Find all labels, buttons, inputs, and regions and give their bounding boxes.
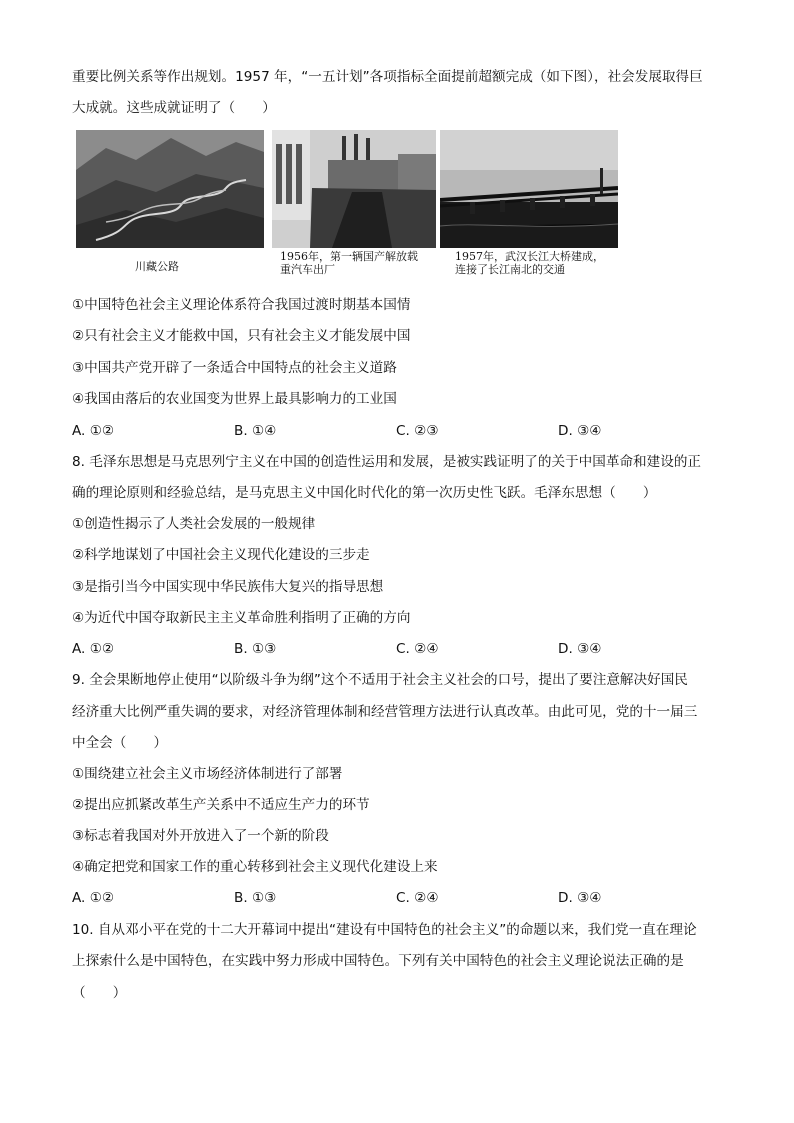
q9-option-c[interactable]: C. ②④ [396,890,439,906]
photo-caption-2-line-2: 重汽车出厂 [280,263,335,276]
q8-option-b[interactable]: B. ①③ [234,641,277,657]
q7-statement-2: ②只有社会主义才能救中国，只有社会主义才能发展中国 [72,328,411,344]
q9-statement-1: ①围绕建立社会主义市场经济体制进行了部署 [72,766,343,782]
q9-stem-line-3: 中全会（ ） [72,735,168,751]
photo-caption-3-line-2: 连接了长江南北的交通 [455,263,565,276]
q9-option-a[interactable]: A. ①② [72,890,115,906]
q8-stem-line-1: 8. 毛泽东思想是马克思列宁主义在中国的创造性运用和发展，是被实践证明了的关于中国革命和建设的正 [72,454,702,470]
photo-caption-1: 川藏公路 [135,260,179,273]
q10-stem-line-3: （ ） [72,985,127,1001]
q9-option-b[interactable]: B. ①③ [234,890,277,906]
q9-statement-3: ③标志着我国对外开放进入了一个新的阶段 [72,828,329,844]
factory-crowd-photo [272,130,436,248]
q7-stem-line-2: 大成就。这些成就证明了（ ） [72,100,276,116]
q7-statement-4: ④我国由落后的农业国变为世界上最具影响力的工业国 [72,391,397,407]
q7-statement-1: ①中国特色社会主义理论体系符合我国过渡时期基本国情 [72,297,411,313]
q8-stem-line-2: 确的理论原则和经验总结，是马克思主义中国化时代化的第一次历史性飞跃。毛泽东思想（ ） [72,485,657,501]
q9-stem-line-1: 9. 全会果断地停止使用“以阶级斗争为纲”这个不适用于社会主义社会的口号，提出了要注意解决好国民 [72,672,688,688]
q9-statement-2: ②提出应抓紧改革生产关系中不适应生产力的环节 [72,797,370,813]
q7-option-d[interactable]: D. ③④ [558,423,602,439]
q9-stem-line-2: 经济重大比例严重失调的要求，对经济管理体制和经营管理方法进行认真改革。由此可见，党的十一届三 [72,704,698,720]
q7-statement-3: ③中国共产党开辟了一条适合中国特点的社会主义道路 [72,360,397,376]
q8-option-d[interactable]: D. ③④ [558,641,602,657]
q8-option-a[interactable]: A. ①② [72,641,115,657]
photo-caption-3-line-1: 1957年，武汉长江大桥建成， [455,250,604,263]
q8-statement-3: ③是指引当今中国实现中华民族伟大复兴的指导思想 [72,579,384,595]
q10-stem-line-1: 10. 自从邓小平在党的十二大开幕词中提出“建设有中国特色的社会主义”的命题以来，我们党一直在理论 [72,922,697,938]
q10-stem-line-2: 上探索什么是中国特色，在实践中努力形成中国特色。下列有关中国特色的社会主义理论说法正确的是 [72,953,684,969]
q7-option-c[interactable]: C. ②③ [396,423,439,439]
q8-option-c[interactable]: C. ②④ [396,641,439,657]
q7-stem-line-1: 重要比例关系等作出规划。1957 年，“一五计划”各项指标全面提前超额完成（如下图），社会发展取得巨 [72,69,703,85]
bridge-river-photo [440,130,618,248]
photo-caption-2-line-1: 1956年，第一辆国产解放载 [280,250,418,263]
q8-statement-1: ①创造性揭示了人类社会发展的一般规律 [72,516,316,532]
q9-statement-4: ④确定把党和国家工作的重心转移到社会主义现代化建设上来 [72,859,438,875]
q9-option-d[interactable]: D. ③④ [558,890,602,906]
q8-statement-2: ②科学地谋划了中国社会主义现代化建设的三步走 [72,547,370,563]
q7-option-a[interactable]: A. ①② [72,423,115,439]
q7-option-b[interactable]: B. ①④ [234,423,277,439]
mountain-road-photo [76,130,264,248]
q8-statement-4: ④为近代中国夺取新民主主义革命胜利指明了正确的方向 [72,610,411,626]
